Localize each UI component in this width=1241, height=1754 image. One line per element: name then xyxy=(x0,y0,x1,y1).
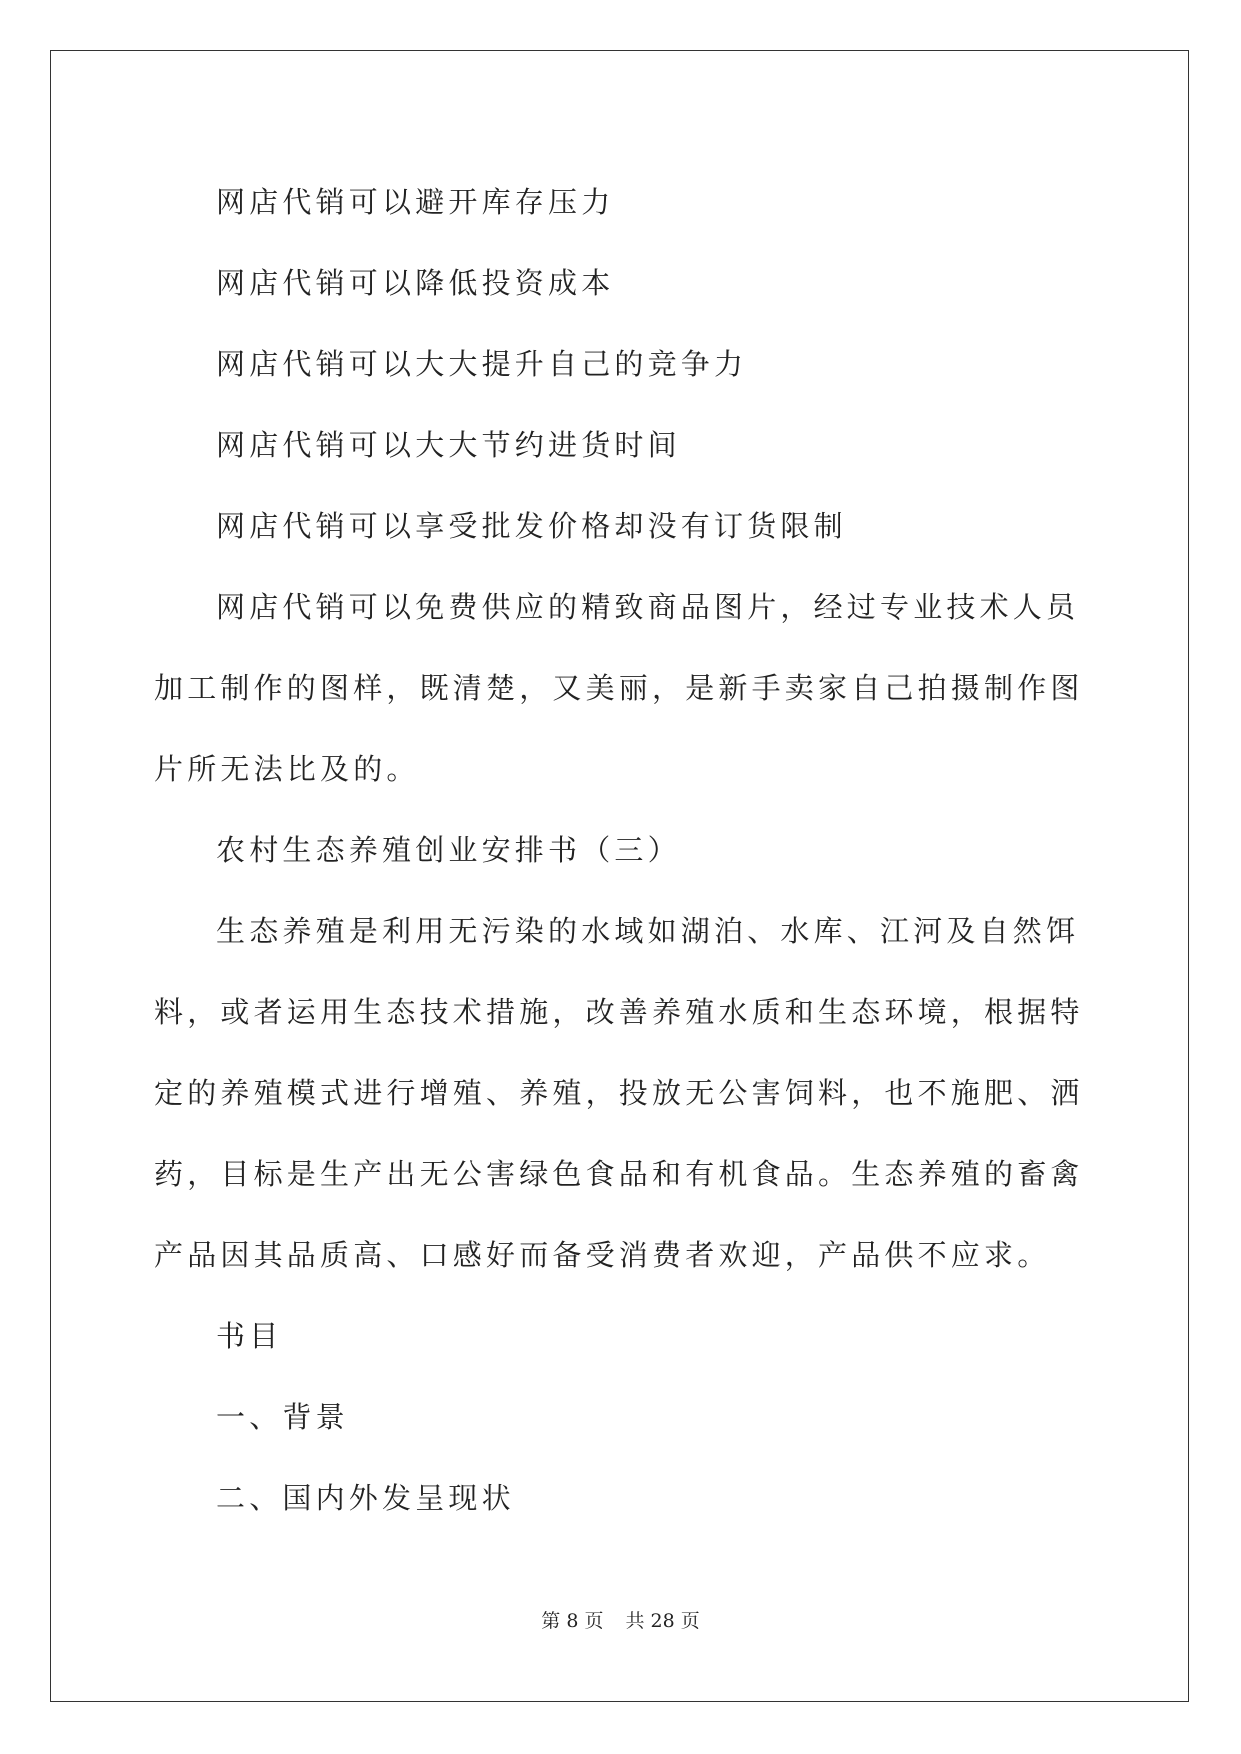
paragraph: 网店代销可以大大提升自己的竞争力 xyxy=(216,347,748,381)
paragraph: 网店代销可以免费供应的精致商品图片，经过专业技术人员加工制作的图样，既清楚，又美丽，是新手卖家自己拍摄制作图片所无法比及的。 xyxy=(154,590,1084,786)
paragraph: 网店代销可以享受批发价格却没有订货限制 xyxy=(216,509,847,543)
contents-item: 二、国内外发呈现状 xyxy=(216,1481,515,1515)
page-number: 第 8 页 xyxy=(541,1610,604,1632)
paragraph: 网店代销可以降低投资成本 xyxy=(216,266,615,300)
paragraph: 生态养殖是利用无污染的水域如湖泊、水库、江河及自然饵料，或者运用生态技术措施，改善养殖水质和生态环境，根据特定的养殖模式进行增殖、养殖，投放无公害饲料，也不施肥、洒药，目标是生产出无公害绿色食品和有机食品。生态养殖的畜禽产品因其品质高、口感好而备受消费者欢迎，产品供不应求。 xyxy=(154,914,1084,1272)
page-footer xyxy=(0,1606,1241,1633)
section-heading: 农村生态养殖创业安排书（三） xyxy=(216,833,681,867)
page-total: 共 28 页 xyxy=(625,1610,700,1632)
paragraph: 网店代销可以大大节约进货时间 xyxy=(216,428,681,462)
paragraph: 网店代销可以避开库存压力 xyxy=(216,185,615,219)
contents-heading: 书目 xyxy=(216,1319,283,1353)
contents-item: 一、背景 xyxy=(216,1400,349,1434)
document-body xyxy=(154,162,1084,1539)
